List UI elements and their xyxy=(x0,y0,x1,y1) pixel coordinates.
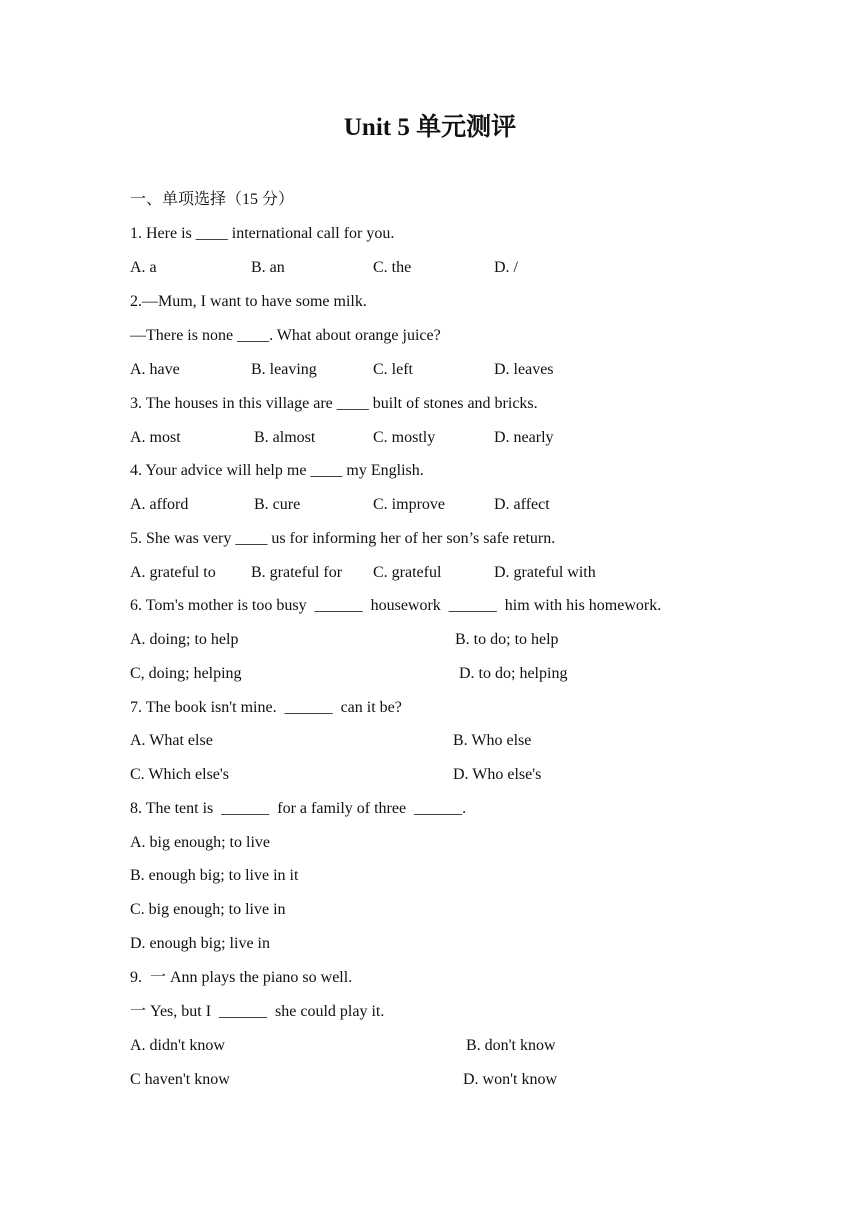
question-9-option-a: A. didn't know xyxy=(130,1037,225,1054)
question-1-stem: 1. Here is ____ international call for you. xyxy=(130,225,395,242)
question-2-option-d: D. leaves xyxy=(494,361,554,378)
question-2-stem-reply: —There is none ____. What about orange juice? xyxy=(130,327,441,344)
question-4-option-b: B. cure xyxy=(254,496,301,513)
question-5-option-d: D. grateful with xyxy=(494,564,596,581)
question-7-stem: 7. The book isn't mine. ______ can it be? xyxy=(130,699,402,716)
question-6-option-b: B. to do; to help xyxy=(455,631,559,648)
question-9-option-c: C haven't know xyxy=(130,1071,230,1088)
question-3-option-a: A. most xyxy=(130,429,181,446)
question-4-option-c: C. improve xyxy=(373,496,445,513)
question-7-option-b: B. Who else xyxy=(453,732,532,749)
question-9-option-b: B. don't know xyxy=(466,1037,556,1054)
question-8-option-c: C. big enough; to live in xyxy=(130,901,286,918)
question-8-option-d: D. enough big; live in xyxy=(130,935,270,952)
question-8-stem: 8. The tent is ______ for a family of three ______. xyxy=(130,800,467,817)
question-3-stem: 3. The houses in this village are ____ built of stones and bricks. xyxy=(130,395,538,412)
question-5-option-b: B. grateful for xyxy=(251,564,343,581)
question-6-stem: 6. Tom's mother is too busy ______ housework ______ him with his homework. xyxy=(130,597,662,614)
question-4-stem: 4. Your advice will help me ____ my English. xyxy=(130,462,424,479)
question-6-option-c: C, doing; helping xyxy=(130,665,242,682)
question-1-option-a: A. a xyxy=(130,259,157,276)
question-3-option-b: B. almost xyxy=(254,429,316,446)
question-2-option-a: A. have xyxy=(130,361,180,378)
question-2-option-c: C. left xyxy=(373,361,413,378)
question-7-option-a: A. What else xyxy=(130,732,213,749)
question-7-option-d: D. Who else's xyxy=(453,766,542,783)
question-6-option-d: D. to do; helping xyxy=(459,665,568,682)
question-8-option-a: A. big enough; to live xyxy=(130,834,270,851)
question-9-stem: 9. 一 Ann plays the piano so well. xyxy=(130,969,353,986)
question-2-stem: 2.—Mum, I want to have some milk. xyxy=(130,293,367,310)
question-7-option-c: C. Which else's xyxy=(130,766,230,783)
question-1-option-c: C. the xyxy=(373,259,412,276)
question-6-option-a: A. doing; to help xyxy=(130,631,239,648)
question-3-option-d: D. nearly xyxy=(494,429,554,446)
question-5-option-a: A. grateful to xyxy=(130,564,216,581)
question-8-option-b: B. enough big; to live in it xyxy=(130,867,299,884)
question-2-option-b: B. leaving xyxy=(251,361,317,378)
question-1-option-b: B. an xyxy=(251,259,285,276)
question-1-option-d: D. / xyxy=(494,259,518,276)
question-4-option-d: D. affect xyxy=(494,496,550,513)
question-3-option-c: C. mostly xyxy=(373,429,436,446)
question-5-stem: 5. She was very ____ us for informing her of her son’s safe return. xyxy=(130,530,556,547)
section-heading: 一、单项选择（15 分） xyxy=(130,191,295,208)
question-9-option-d: D. won't know xyxy=(463,1071,557,1088)
question-9-stem-reply: 一 Yes, but I ______ she could play it. xyxy=(130,1003,385,1020)
question-5-option-c: C. grateful xyxy=(373,564,442,581)
question-4-option-a: A. afford xyxy=(130,496,189,513)
page-title: Unit 5 单元测评 xyxy=(343,114,517,141)
